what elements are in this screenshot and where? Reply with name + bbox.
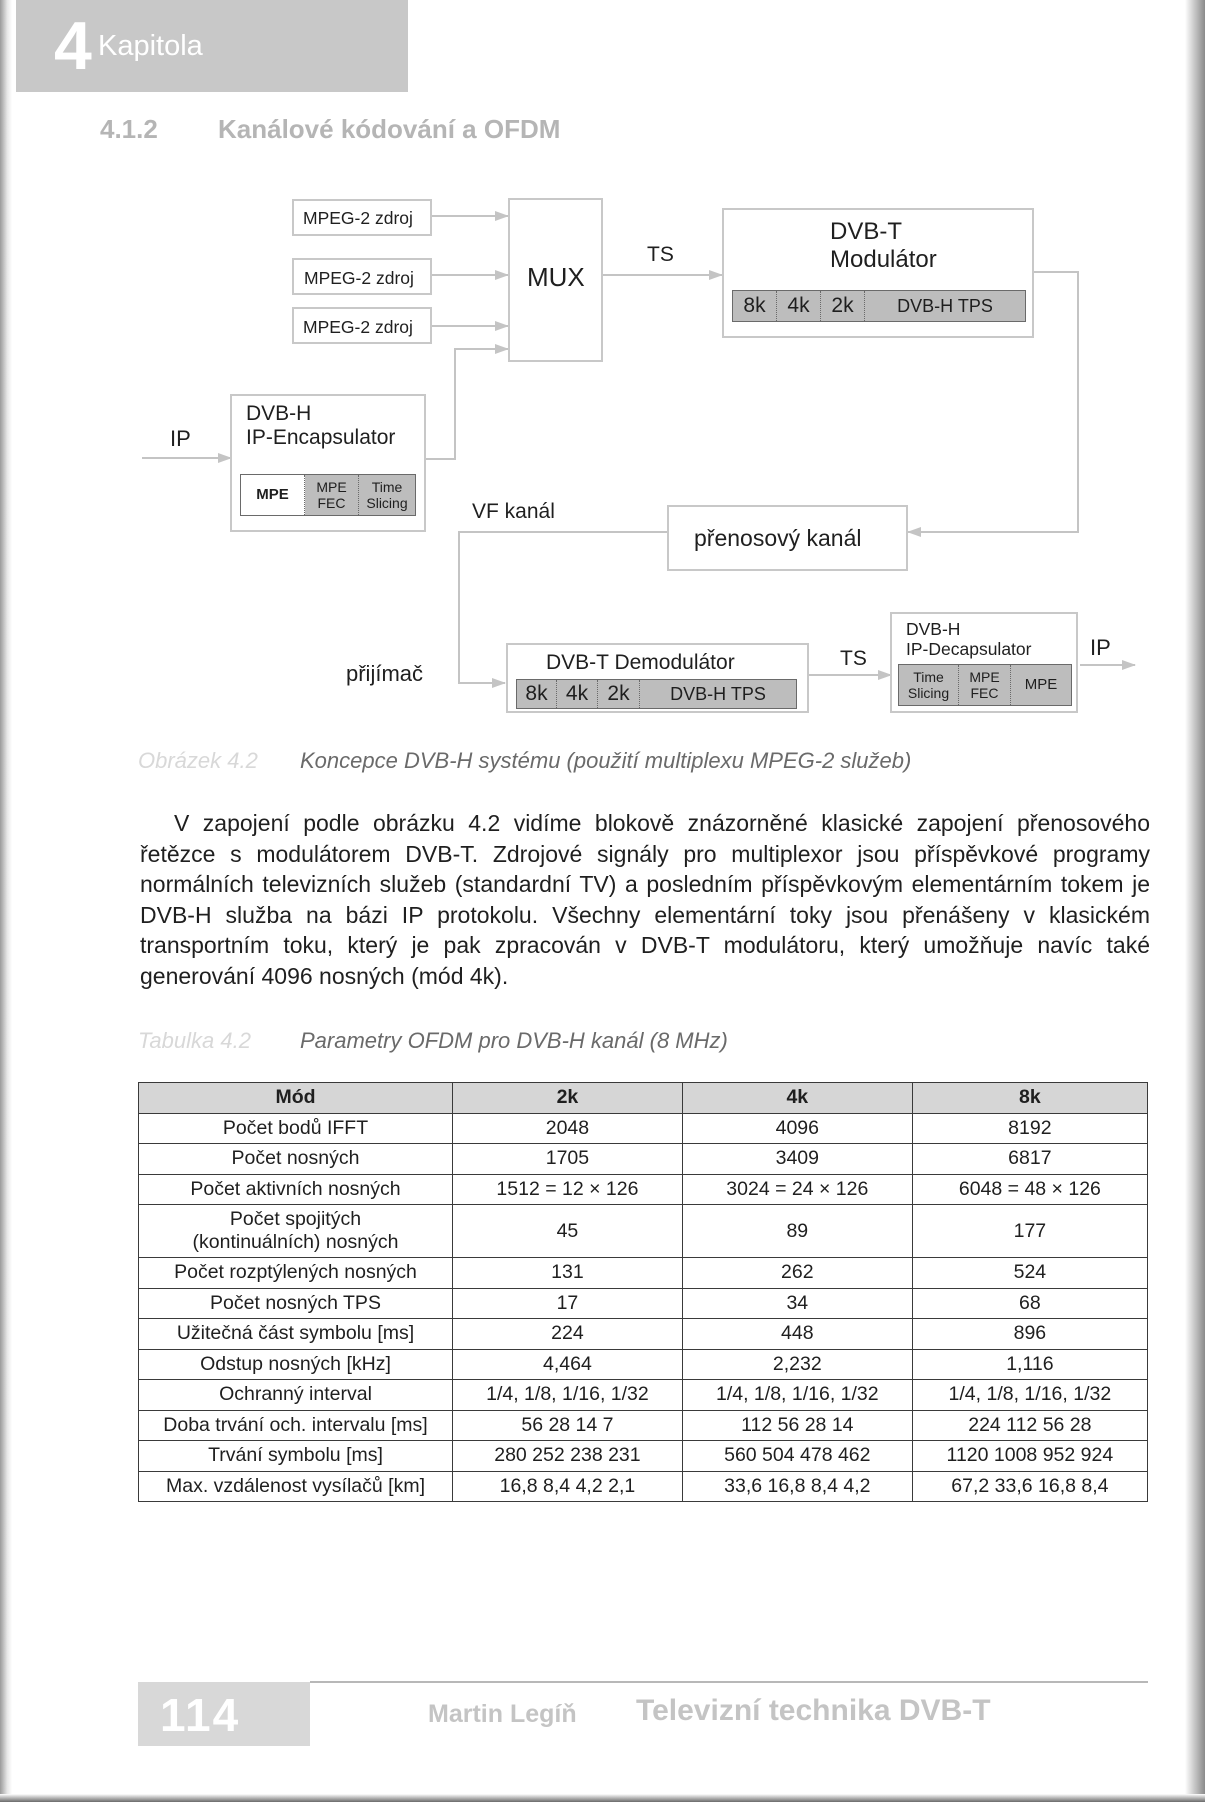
table-row [139,1380,1148,1411]
table-cell: 4,464 [453,1349,683,1380]
mpeg2-source-box: MPEG-2 zdroj [292,307,432,344]
table-cell: 45 [453,1205,683,1258]
mpeg2-source-box: MPEG-2 zdroj [292,199,432,236]
table-row [139,1113,1148,1144]
table-cell: 68 [912,1288,1147,1319]
chapter-label: Kapitola [98,30,203,62]
row-label: Počet nosných TPS [139,1288,453,1319]
demodulator-mode-strip [516,679,797,709]
time-slicing-cell: Time Slicing [366,479,408,511]
header-cell: 8k [912,1083,1147,1114]
row-label: Max. vzdálenost vysílačů [km] [139,1471,453,1502]
table-cell: 6048 = 48 × 126 [912,1174,1147,1205]
row-label: Počet bodů IFFT [139,1113,453,1144]
row-label: Počet aktivních nosných [139,1174,453,1205]
row-label: Počet nosných [139,1144,453,1175]
table-caption-label: Tabulka 4.2 [138,1028,251,1053]
mode-cell-tps: DVB-H TPS [897,295,993,316]
table-cell: 16,8 8,4 4,2 2,1 [453,1471,683,1502]
table-cell: 56 28 14 7 [453,1410,683,1441]
table-cell: 17 [453,1288,683,1319]
row-label: Odstup nosných [kHz] [139,1349,453,1380]
table-cell: 2048 [453,1113,683,1144]
time-slicing-cell: Time Slicing [899,665,959,705]
header-cell: Mód [139,1083,453,1114]
page-bottom-edge [0,1794,1205,1802]
chapter-number: 4 [54,8,92,84]
encapsulator-strip [240,474,416,516]
mode-cell-2k: 2k [821,291,865,321]
section-title: Kanálové kódování a OFDM [218,114,561,144]
decapsulator-strip [898,664,1072,706]
ip-encapsulator-box: DVB-H IP-Encapsulator MPE MPE FEC Time Slicing [230,394,426,532]
ts-label-bottom: TS [840,647,867,670]
table-header-row [139,1083,1148,1114]
table-cell: 1120 1008 952 924 [912,1441,1147,1472]
table-row [139,1205,1148,1258]
figure-caption-text: Koncepce DVB-H systému (použití multiplexu MPEG-2 služeb) [300,748,912,773]
dvbt-demodulator-box: DVB-T Demodulátor 8k 4k 2k DVB-H TPS [506,643,809,713]
table-cell: 262 [682,1258,912,1289]
table-cell: 3409 [682,1144,912,1175]
table-cell: 131 [453,1258,683,1289]
mode-cell-4k: 4k [777,291,821,321]
mux-box: MUX [508,198,603,362]
table-cell: 6817 [912,1144,1147,1175]
section-heading [100,114,560,145]
table-cell: 112 56 28 14 [682,1410,912,1441]
mpe-cell: MPE [1024,676,1058,693]
figure-caption [138,748,911,774]
table-cell: 89 [682,1205,912,1258]
mode-cell-tps: DVB-H TPS [670,683,766,704]
table-cell: 524 [912,1258,1147,1289]
table-cell: 1,116 [912,1349,1147,1380]
table-cell: 224 112 56 28 [912,1410,1147,1441]
ip-input-label: IP [170,426,191,451]
table-cell: 224 [453,1319,683,1350]
table-row [139,1319,1148,1350]
table-cell: 1/4, 1/8, 1/16, 1/32 [453,1380,683,1411]
ts-label-top: TS [647,243,674,266]
table-cell: 2,232 [682,1349,912,1380]
footer-author: Martin Legíň [428,1700,577,1728]
mpe-cell: MPE [241,475,305,515]
table-row [139,1288,1148,1319]
mpe-fec-cell: MPE FEC [959,665,1011,705]
row-label: Počet spojitých (kontinuálních) nosných [139,1205,453,1258]
table-cell: 34 [682,1288,912,1319]
table-row [139,1144,1148,1175]
table-cell: 1/4, 1/8, 1/16, 1/32 [912,1380,1147,1411]
table-caption [138,1028,728,1054]
page-spine-right [1185,0,1205,1802]
table-row [139,1258,1148,1289]
mpe-fec-cell: MPE FEC [305,475,359,515]
row-label: Počet rozptýlených nosných [139,1258,453,1289]
table-row [139,1410,1148,1441]
table-cell: 1705 [453,1144,683,1175]
header-cell: 2k [453,1083,683,1114]
row-label: Užitečná část symbolu [ms] [139,1319,453,1350]
table-cell: 8192 [912,1113,1147,1144]
transmission-channel-box: přenosový kanál [667,505,908,571]
header-cell: 4k [682,1083,912,1114]
mode-cell-4k: 4k [557,680,598,708]
table-cell: 67,2 33,6 16,8 8,4 [912,1471,1147,1502]
mpeg2-source-box: MPEG-2 zdroj [292,258,432,295]
table-row [139,1174,1148,1205]
ip-decapsulator-box: DVB-H IP-Decapsulator Time Slicing MPE FEC MPE [890,612,1078,713]
section-number: 4.1.2 [100,114,158,144]
table-cell: 177 [912,1205,1147,1258]
ofdm-parameters-table [138,1082,1148,1502]
page-spine-left [0,0,12,1802]
row-label: Trvání symbolu [ms] [139,1441,453,1472]
table-caption-text: Parametry OFDM pro DVB-H kanál (8 MHz) [300,1028,728,1053]
footer-book-title: Televizní technika DVB-T [636,1694,991,1727]
dvbt-modulator-box: DVB-T Modulátor 8k 4k 2k DVB-H TPS [722,208,1034,338]
row-label: Doba trvání och. intervalu [ms] [139,1410,453,1441]
table-cell: 280 252 238 231 [453,1441,683,1472]
table-cell: 448 [682,1319,912,1350]
footer-rule [310,1681,1148,1683]
mode-cell-8k: 8k [517,680,557,708]
table-row [139,1441,1148,1472]
block-diagram [130,195,1140,735]
table-row [139,1349,1148,1380]
table-cell: 33,6 16,8 8,4 4,2 [682,1471,912,1502]
table-cell: 1/4, 1/8, 1/16, 1/32 [682,1380,912,1411]
mode-cell-2k: 2k [598,680,640,708]
footer-page-number: 114 [160,1689,241,1741]
body-paragraph: V zapojení podle obrázku 4.2 vidíme blokově znázorněné klasické zapojení přenosového řetězce s modulátorem DVB-T. Zdrojové signály pro multiplexor jsou příspěvkové programy normálních televizních služeb (standardní TV) a posledním příspěvkovým elementárním tokem je DVB-H služba na bázi IP protokolu. Všechny elementární toky jsou přenášeny v klasickém transportním toku, který je pak zpracován v DVB-T modulátoru, který umožňuje navíc také generování 4096 nosných (mód 4k). [140,810,1150,989]
table-cell: 1512 = 12 × 126 [453,1174,683,1205]
vf-channel-label: VF kanál [472,500,555,523]
figure-caption-label: Obrázek 4.2 [138,748,258,773]
table-cell: 560 504 478 462 [682,1441,912,1472]
arrow-encap-mux [426,349,508,459]
table-cell: 3024 = 24 × 126 [682,1174,912,1205]
modulator-mode-strip [732,290,1026,322]
receiver-label: přijímač [346,661,424,686]
mode-cell-8k: 8k [733,291,777,321]
row-label: Ochranný interval [139,1380,453,1411]
table-row [139,1471,1148,1502]
table-cell: 4096 [682,1113,912,1144]
table-cell: 896 [912,1319,1147,1350]
ip-output-label: IP [1090,635,1111,660]
